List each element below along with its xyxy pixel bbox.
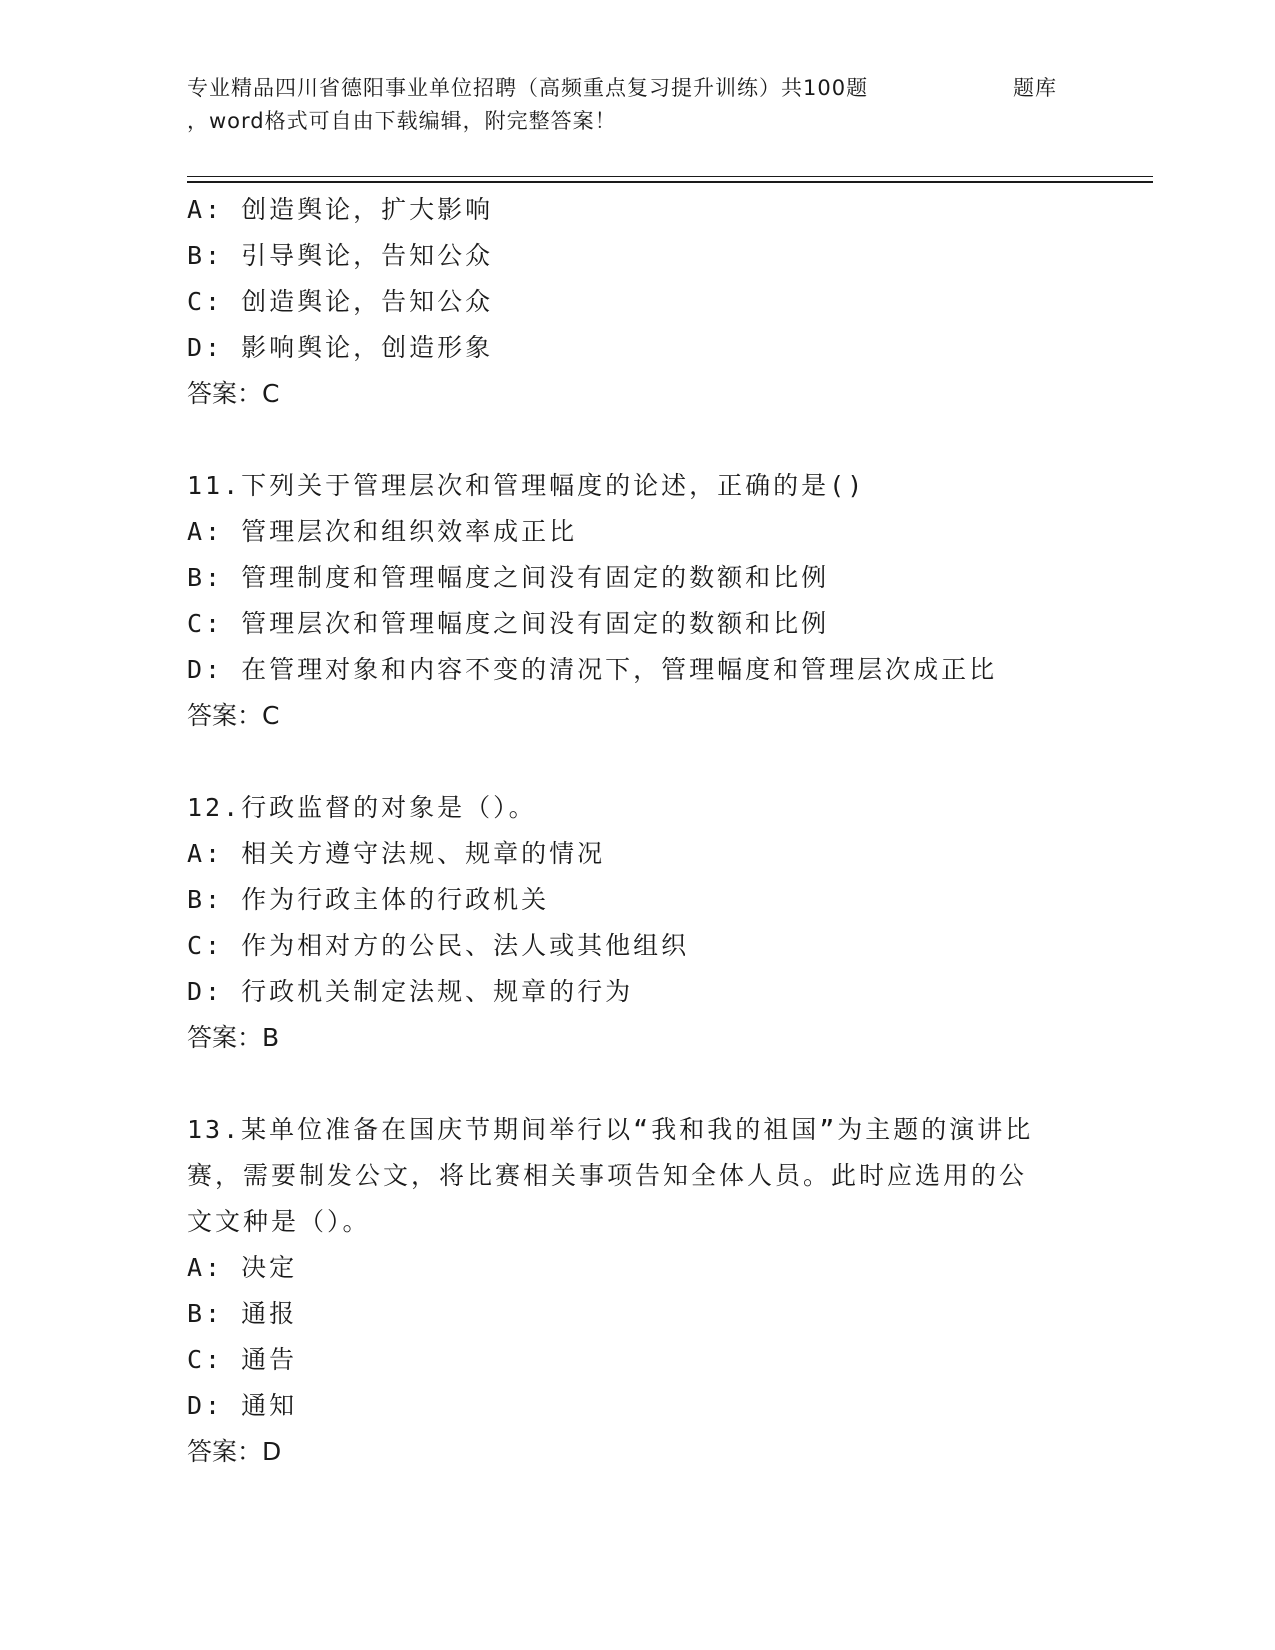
header-divider-thin	[187, 176, 1153, 177]
option-c: C: 创造舆论，告知公众	[187, 287, 494, 316]
option-d: D: 影响舆论，创造形象	[187, 333, 494, 362]
question-block-partial	[187, 187, 1087, 417]
question-stem-line-2: 赛，需要制发公文，将比赛相关事项告知全体人员。此时应选用的公	[187, 1161, 1028, 1190]
answer-line: 答案：C	[187, 701, 280, 730]
header-line-2: ，word格式可自由下载编辑，附完整答案！	[187, 109, 617, 133]
option-c: C: 作为相对方的公民、法人或其他组织	[187, 931, 690, 960]
header-line-1	[187, 72, 1147, 105]
option-d: D: 通知	[187, 1391, 298, 1420]
spacer	[187, 1061, 1087, 1107]
question-block-12	[187, 785, 1087, 1061]
option-a: A: 决定	[187, 1253, 298, 1282]
spacer	[187, 739, 1087, 785]
option-b: B: 通报	[187, 1299, 298, 1328]
option-d: D: 行政机关制定法规、规章的行为	[187, 977, 634, 1006]
answer-line: 答案：B	[187, 1023, 280, 1052]
spacer	[187, 417, 1087, 463]
option-a: A: 管理层次和组织效率成正比	[187, 517, 578, 546]
option-a: A: 创造舆论，扩大影响	[187, 195, 494, 224]
header-tag: 题库	[1013, 76, 1057, 100]
question-stem: 11.下列关于管理层次和管理幅度的论述，正确的是()	[187, 471, 866, 500]
question-stem: 12.行政监督的对象是（）。	[187, 793, 537, 822]
question-stem-line-3: 文文种是（）。	[187, 1207, 371, 1236]
option-a: A: 相关方遵守法规、规章的情况	[187, 839, 606, 868]
header-divider-thick	[187, 181, 1153, 183]
option-b: B: 作为行政主体的行政机关	[187, 885, 550, 914]
option-d: D: 在管理对象和内容不变的清况下，管理幅度和管理层次成正比	[187, 655, 998, 684]
document-title: 专业精品四川省德阳事业单位招聘（高频重点复习提升训练）共100题	[187, 76, 869, 100]
option-b: B: 管理制度和管理幅度之间没有固定的数额和比例	[187, 563, 830, 592]
answer-line: 答案：D	[187, 1437, 282, 1466]
question-stem-line-1: 13.某单位准备在国庆节期间举行以“我和我的祖国”为主题的演讲比	[187, 1115, 1034, 1144]
option-c: C: 管理层次和管理幅度之间没有固定的数额和比例	[187, 609, 830, 638]
question-list	[187, 187, 1087, 1475]
page-header	[187, 72, 1147, 138]
option-b: B: 引导舆论，告知公众	[187, 241, 494, 270]
answer-line: 答案：C	[187, 379, 280, 408]
question-block-13	[187, 1107, 1087, 1475]
question-block-11	[187, 463, 1087, 739]
option-c: C: 通告	[187, 1345, 298, 1374]
